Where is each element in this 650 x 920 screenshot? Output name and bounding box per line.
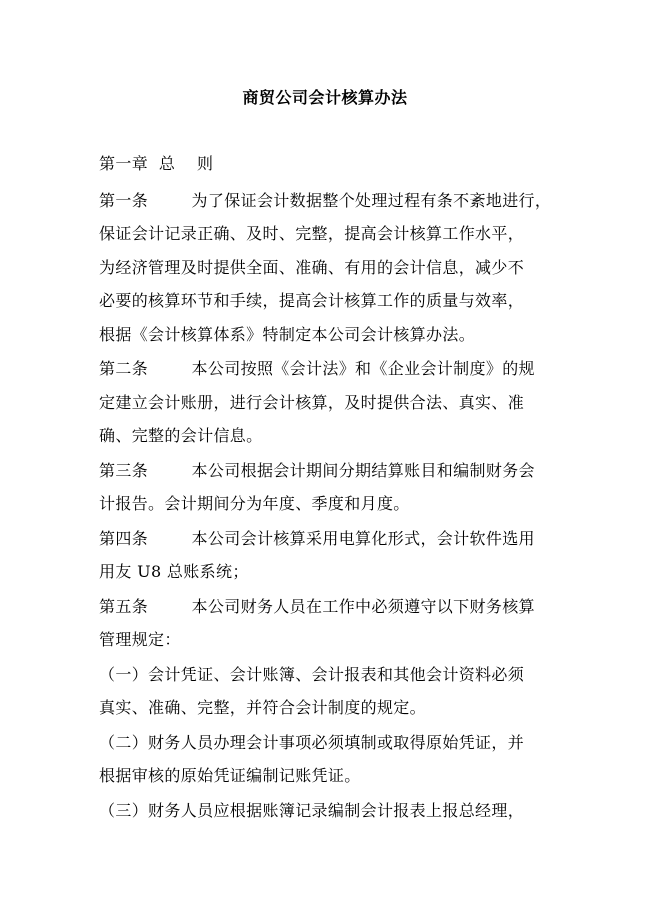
document-title: 商贸公司会计核算办法 — [242, 88, 408, 107]
text-line: 必要的核算环节和手续，提高会计核算工作的质量与效率， — [99, 291, 525, 310]
text-line: 第二条 本公司按照《会计法》和《企业会计制度》的规 — [99, 359, 535, 378]
text-line: 用友 U8 总账系统； — [99, 562, 249, 581]
text-line: 根据《会计核算体系》特制定本公司会计核算办法。 — [99, 325, 476, 344]
text-line: 第三条 本公司根据会计期间分期结算账目和编制财务会 — [99, 461, 535, 480]
text-line: 第五条 本公司财务人员在工作中必须遵守以下财务核算 — [99, 597, 535, 616]
text-line: （三）财务人员应根据账簿记录编制会计报表上报总经理， — [99, 801, 525, 820]
text-line: 第一条 为了保证会计数据整个处理过程有条不紊地进行， — [99, 191, 552, 210]
text-line: （二）财务人员办理会计事项必须填制或取得原始凭证，并 — [99, 733, 525, 752]
text-line: 计报告。会计期间分为年度、季度和月度。 — [99, 494, 410, 513]
text-line: 管理规定： — [99, 630, 181, 649]
text-line: 第四条 本公司会计核算采用电算化形式，会计软件选用 — [99, 529, 535, 548]
text-line: 根据审核的原始凭证编制记账凭证。 — [99, 766, 361, 785]
text-line: 为经济管理及时提供全面、准确、有用的会计信息，减少不 — [99, 258, 525, 277]
chapter-heading: 第一章 总 则 — [99, 154, 214, 173]
text-line: 真实、准确、完整，并符合会计制度的规定。 — [99, 698, 427, 717]
text-line: 确、完整的会计信息。 — [99, 426, 263, 445]
text-line: 定建立会计账册，进行会计核算，及时提供合法、真实、准 — [99, 393, 525, 412]
text-line: 保证会计记录正确、及时、完整，提高会计核算工作水平， — [99, 224, 525, 243]
text-line: （一）会计凭证、会计账簿、会计报表和其他会计资料必须 — [99, 665, 525, 684]
